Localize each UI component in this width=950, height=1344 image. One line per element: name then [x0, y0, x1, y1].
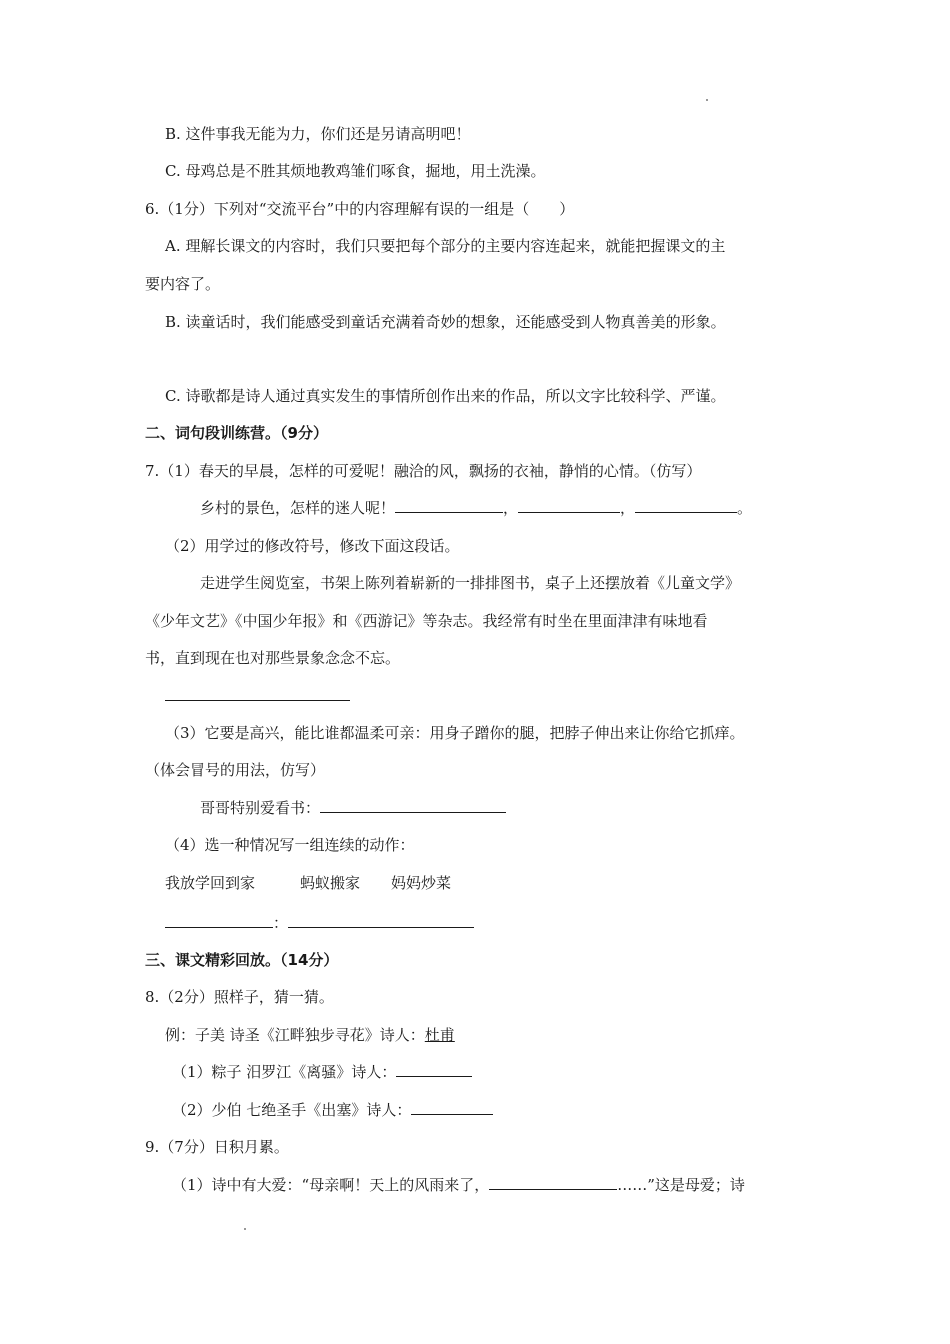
q9-part1-prefix: （1）诗中有大爱：“母亲啊！天上的风雨来了， [172, 1176, 490, 1194]
q9-part1-suffix: ……”这是母爱；诗 [617, 1176, 745, 1194]
q7-part1-blank-2[interactable] [518, 498, 620, 513]
q7-part1-blank-1[interactable] [395, 498, 503, 513]
q8-item1-line [172, 1062, 472, 1082]
q7-part1-blank-3[interactable] [635, 498, 737, 513]
q7-part4-answer-line [165, 913, 474, 933]
q7-part4-stem: （4）选一种情况写一组连续的动作： [165, 836, 415, 854]
q7-part1-period: 。 [737, 499, 753, 517]
q8-stem: 8.（2分）照样子，猜一猜。 [145, 988, 334, 1006]
q7-part1-comma-2: ， [620, 499, 636, 517]
q8-example-answer: 杜甫 [424, 1026, 455, 1044]
q6-option-b: B. 读童话时，我们能感受到童话充满着奇妙的想象，还能感受到人物真善美的形象。 [165, 313, 726, 331]
q9-part1-line [172, 1175, 745, 1195]
q7-part3-hint: （体会冒号的用法，仿写） [145, 761, 326, 779]
scan-speck [244, 1228, 246, 1230]
q7-part2-answer-rule[interactable] [165, 700, 350, 701]
q7-part1-answer-line [200, 498, 752, 518]
q7-part3-stem: （3）它要是高兴，能比谁都温柔可亲：用身子蹭你的腿，把脖子伸出来让你给它抓痒。 [165, 724, 745, 742]
q7-part3-prompt: 哥哥特别爱看书： [200, 799, 321, 817]
section2-title: 二、词句段训练营。（9分） [145, 424, 328, 442]
q8-item2-blank[interactable] [411, 1100, 493, 1115]
q7-part3-blank[interactable] [320, 798, 506, 813]
q7-part2-paragraph-line2: 《少年文艺》《中国少年报》和《西游记》等杂志。我经常有时坐在里面津津有味地看 [145, 612, 708, 630]
q9-part1-blank[interactable] [489, 1175, 617, 1190]
q6-option-c: C. 诗歌都是诗人通过真实发生的事情所创作出来的作品，所以文字比较科学、严谨。 [165, 387, 726, 405]
q6-option-a-line1: A. 理解长课文的内容时，我们只要把每个部分的主要内容连起来，就能把握课文的主 [165, 237, 726, 255]
q7-part4-choice-1: 我放学回到家 [165, 874, 256, 892]
q5-option-b: B. 这件事我无能为力，你们还是另请高明吧！ [165, 125, 471, 143]
q8-example-line [165, 1025, 455, 1045]
q7-part3-answer-line [200, 798, 506, 818]
q5-option-c: C. 母鸡总是不胜其烦地教鸡雏们啄食，掘地，用土洗澡。 [165, 162, 546, 180]
q7-part2-stem: （2）用学过的修改符号，修改下面这段话。 [165, 537, 460, 555]
q8-example-prefix: 例：子美 诗圣《江畔独步寻花》诗人： [165, 1026, 425, 1044]
q8-item1-text: （1）粽子 汨罗江《离骚》诗人： [172, 1063, 397, 1081]
q7-part4-colon: ： [273, 914, 289, 932]
q7-part4-choice-3: 妈妈炒菜 [391, 874, 452, 892]
scan-speck [706, 99, 708, 101]
q8-item1-blank[interactable] [396, 1062, 472, 1077]
q7-part1-comma-1: ， [503, 499, 519, 517]
q7-part4-blank-actions[interactable] [288, 913, 474, 928]
q8-item2-text: （2）少伯 七绝圣手《出塞》诗人： [172, 1101, 412, 1119]
q8-item2-line [172, 1100, 493, 1120]
q6-option-a-line2: 要内容了。 [145, 275, 221, 293]
section3-title: 三、课文精彩回放。（14分） [145, 951, 339, 969]
q7-part1-prompt: 乡村的景色，怎样的迷人呢！ [200, 499, 396, 517]
q7-part4-choice-2: 蚂蚁搬家 [300, 874, 361, 892]
q9-stem: 9.（7分）日积月累。 [145, 1138, 289, 1156]
q6-stem: 6.（1分）下列对“交流平台”中的内容理解有误的一组是（ ） [145, 200, 575, 218]
q7-part2-paragraph-line3: 书，直到现在也对那些景象念念不忘。 [145, 649, 401, 667]
q7-part2-paragraph-line1: 走进学生阅览室，书架上陈列着崭新的一排排图书，桌子上还摆放着《儿童文学》 [200, 574, 741, 592]
q7-part4-blank-situation[interactable] [165, 913, 273, 928]
q7-part1-stem: 7.（1）春天的早晨，怎样的可爱呢！融洽的风，飘扬的衣袖，静悄的心情。（仿写） [145, 462, 702, 480]
